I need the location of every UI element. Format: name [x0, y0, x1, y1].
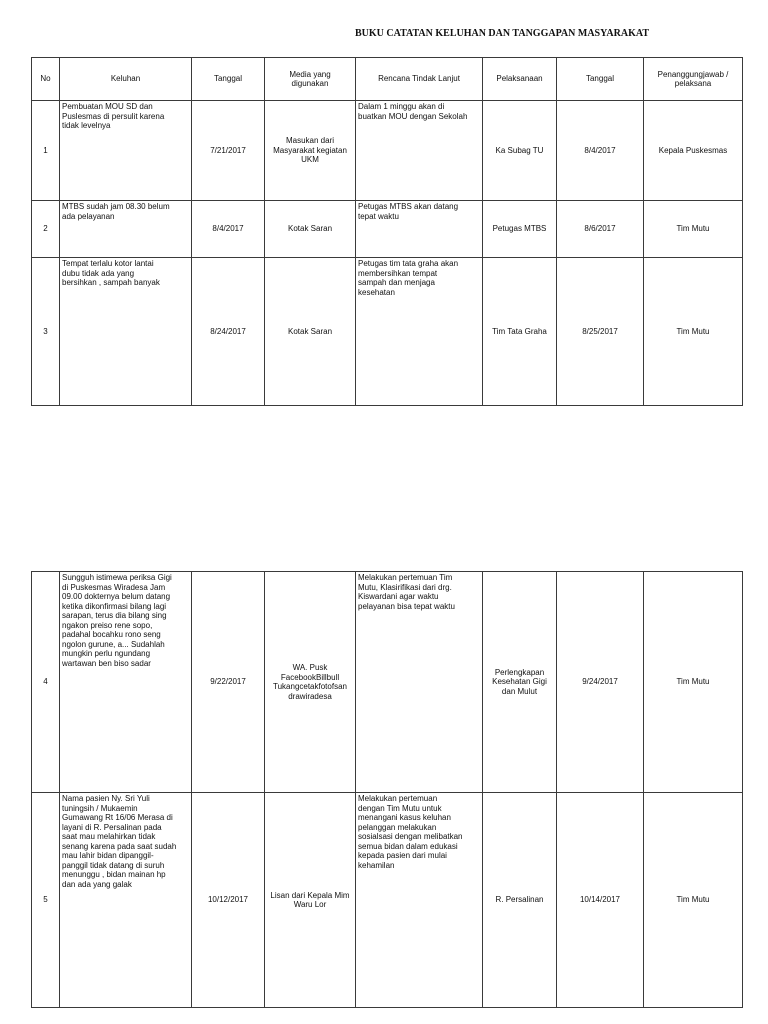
row-rencana: Dalam 1 minggu akan di buatkan MOU dengan Sekolah [356, 101, 483, 201]
table-row [32, 201, 743, 258]
row-tanggal-pelaksanaan: 9/24/2017 [557, 572, 644, 793]
row-media: Kotak Saran [265, 258, 356, 406]
row-keluhan: Sungguh istimewa periksa Gigi di Puskesmas Wiradesa Jam 09.00 dokternya belum datang ketika dikonfirmasi bilang lagi sarapan, terus dia bilang sing ngakon preiso rene sopo, padahal bocahku rono seng ngolon gurune, a... Sudahlah mungkin perlu ngundang wartawan ben biso sadar [60, 572, 192, 793]
row-penanggungjawab: Kepala Puskesmas [644, 101, 743, 201]
row-no: 5 [32, 793, 60, 1008]
row-no: 1 [32, 101, 60, 201]
row-no: 4 [32, 572, 60, 793]
header-tanggal: Tanggal [192, 58, 265, 101]
row-tanggal-pelaksanaan: 10/14/2017 [557, 793, 644, 1008]
row-tanggal: 7/21/2017 [192, 101, 265, 201]
header-media: Media yang digunakan [265, 58, 356, 101]
header-no: No [32, 58, 60, 101]
row-tanggal-pelaksanaan: 8/6/2017 [557, 201, 644, 258]
table-row [32, 101, 743, 201]
complaint-table-page-2 [31, 571, 743, 1008]
row-penanggungjawab: Tim Mutu [644, 258, 743, 406]
row-penanggungjawab: Tim Mutu [644, 793, 743, 1008]
row-tanggal-pelaksanaan: 8/4/2017 [557, 101, 644, 201]
table-header-row [32, 58, 743, 101]
header-keluhan: Keluhan [60, 58, 192, 101]
row-no: 3 [32, 258, 60, 406]
row-rencana: Melakukan pertemuan Tim Mutu, Klasirifikasi dari drg. Kiswardani agar waktu pelayanan bisa tepat waktu [356, 572, 483, 793]
row-keluhan: Tempat terlalu kotor lantai dubu tidak ada yang bersihkan , sampah banyak [60, 258, 192, 406]
row-pelaksanaan: Petugas MTBS [483, 201, 557, 258]
row-keluhan: Pembuatan MOU SD dan Puslesmas di persulit karena tidak levelnya [60, 101, 192, 201]
row-tanggal: 10/12/2017 [192, 793, 265, 1008]
complaint-table-page-1 [31, 57, 743, 406]
row-tanggal: 8/4/2017 [192, 201, 265, 258]
header-penanggungjawab: Penanggungjawab / pelaksana [644, 58, 743, 101]
row-tanggal: 9/22/2017 [192, 572, 265, 793]
row-tanggal-pelaksanaan: 8/25/2017 [557, 258, 644, 406]
document-title: BUKU CATATAN KELUHAN DAN TANGGAPAN MASYARAKAT [355, 28, 649, 39]
row-tanggal: 8/24/2017 [192, 258, 265, 406]
row-penanggungjawab: Tim Mutu [644, 201, 743, 258]
row-rencana: Petugas MTBS akan datang tepat waktu [356, 201, 483, 258]
row-pelaksanaan: R. Persalinan [483, 793, 557, 1008]
header-tanggal-pelaksanaan: Tanggal [557, 58, 644, 101]
table-row [32, 258, 743, 406]
row-media: Lisan dari Kepala Mim Waru Lor [265, 793, 356, 1008]
header-rencana: Rencana Tindak Lanjut [356, 58, 483, 101]
row-pelaksanaan: Tim Tata Graha [483, 258, 557, 406]
header-pelaksanaan: Pelaksanaan [483, 58, 557, 101]
row-rencana: Melakukan pertemuan dengan Tim Mutu untuk menangani kasus keluhan pelanggan melakukan sosialsasi dengan melibatkan semua bidan dalam edukasi kepada pasien dari mulai kehamilan [356, 793, 483, 1008]
table-row [32, 793, 743, 1008]
row-penanggungjawab: Tim Mutu [644, 572, 743, 793]
row-pelaksanaan: Ka Subag TU [483, 101, 557, 201]
row-keluhan: MTBS sudah jam 08.30 belum ada pelayanan [60, 201, 192, 258]
row-no: 2 [32, 201, 60, 258]
row-keluhan: Nama pasien Ny. Sri Yuli tuningsih / Mukaemin Gumawang Rt 16/06 Merasa di layani di R. Persalinan pada saat mau melahirkan tidak senang karena pada saat sudah mau lahir bidan dipanggil- panggil tidak datang di suruh menunggu , bidan mainan hp dan ada yang galak [60, 793, 192, 1008]
table-row [32, 572, 743, 793]
row-pelaksanaan: Perlengkapan Kesehatan Gigi dan Mulut [483, 572, 557, 793]
row-media: Kotak Saran [265, 201, 356, 258]
row-media: WA. Pusk FacebookBillbull Tukangcetakfotofsan drawiradesa [265, 572, 356, 793]
row-media: Masukan dari Masyarakat kegiatan UKM [265, 101, 356, 201]
row-rencana: Petugas tim tata graha akan membersihkan tempat sampah dan menjaga kesehatan [356, 258, 483, 406]
